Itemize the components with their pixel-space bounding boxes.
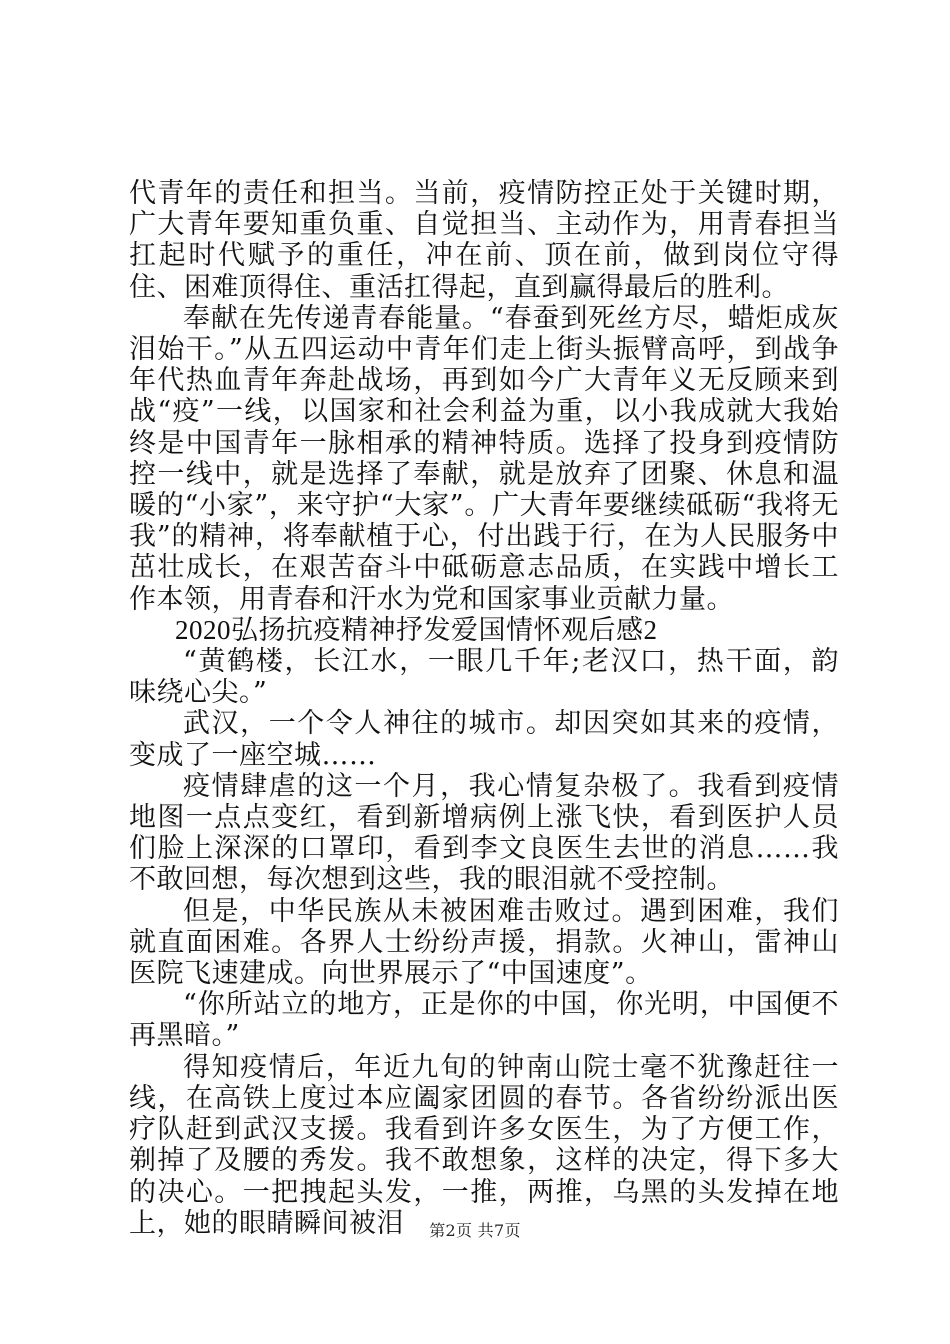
paragraph-6: 但是，中华民族从未被困难击败过。遇到困难，我们就直面困难。各界人士纷纷声援，捐款。火神山，雷神山医院飞速建成。向世界展示了“中国速度”。 <box>129 895 839 990</box>
document-body <box>129 178 839 1239</box>
paragraph-2: 奉献在先传递青春能量。“春蚕到死丝方尽，蜡炬成灰泪始干。”从五四运动中青年们走上街头振臂高呼，到战争年代热血青年奔赴战场，再到如今广大青年义无反顾来到战“疫”一线，以国家和社会利益为重，以小我成就大我始终是中国青年一脉相承的精神特质。选择了投身到疫情防控一线中，就是选择了奉献，就是放弃了团聚、休息和温暖的“小家”，来守护“大家”。广大青年要继续砥砺“我将无我”的精神，将奉献植于心，付出践于行，在为人民服务中茁壮成长，在艰苦奋斗中砥砺意志品质，在实践中增长工作本领，用青春和汗水为党和国家事业贡献力量。 <box>129 302 839 615</box>
page-footer: 第2页 共7页 <box>429 1221 521 1240</box>
paragraph-7: “你所站立的地方，正是你的中国，你光明，中国便不再黑暗。” <box>129 989 839 1052</box>
paragraph-5: 疫情肆虐的这一个月，我心情复杂极了。我看到疫情地图一点点变红，看到新增病例上涨飞快，看到医护人员们脸上深深的口罩印，看到李文良医生去世的消息……我不敢回想，每次想到这些，我的眼泪就不受控制。 <box>129 770 839 896</box>
paragraph-1: 代青年的责任和担当。当前，疫情防控正处于关键时期，广大青年要知重负重、自觉担当、主动作为，用青春担当扛起时代赋予的重任，冲在前、顶在前，做到岗位守得住、困难顶得住、重活扛得起，直到赢得最后的胜利。 <box>129 178 839 303</box>
paragraph-3: “黄鹤楼，长江水，一眼几千年;老汉口，热干面，韵味绕心尖。” <box>129 646 839 709</box>
paragraph-4: 武汉，一个令人神往的城市。却因突如其来的疫情，变成了一座空城…… <box>129 708 839 771</box>
section-title: 2020弘扬抗疫精神抒发爱国情怀观后感2 <box>175 614 658 645</box>
paragraph-8: 得知疫情后，年近九旬的钟南山院士毫不犹豫赶往一线，在高铁上度过本应阖家团圆的春节。各省纷纷派出医疗队赶到武汉支援。我看到许多女医生，为了方便工作，剃掉了及腰的秀发。我不敢想象，这样的决定，得下多大的决心。一把拽起头发，一推，两推，乌黑的头发掉在地上，她的眼睛瞬间被泪 <box>129 1051 839 1239</box>
